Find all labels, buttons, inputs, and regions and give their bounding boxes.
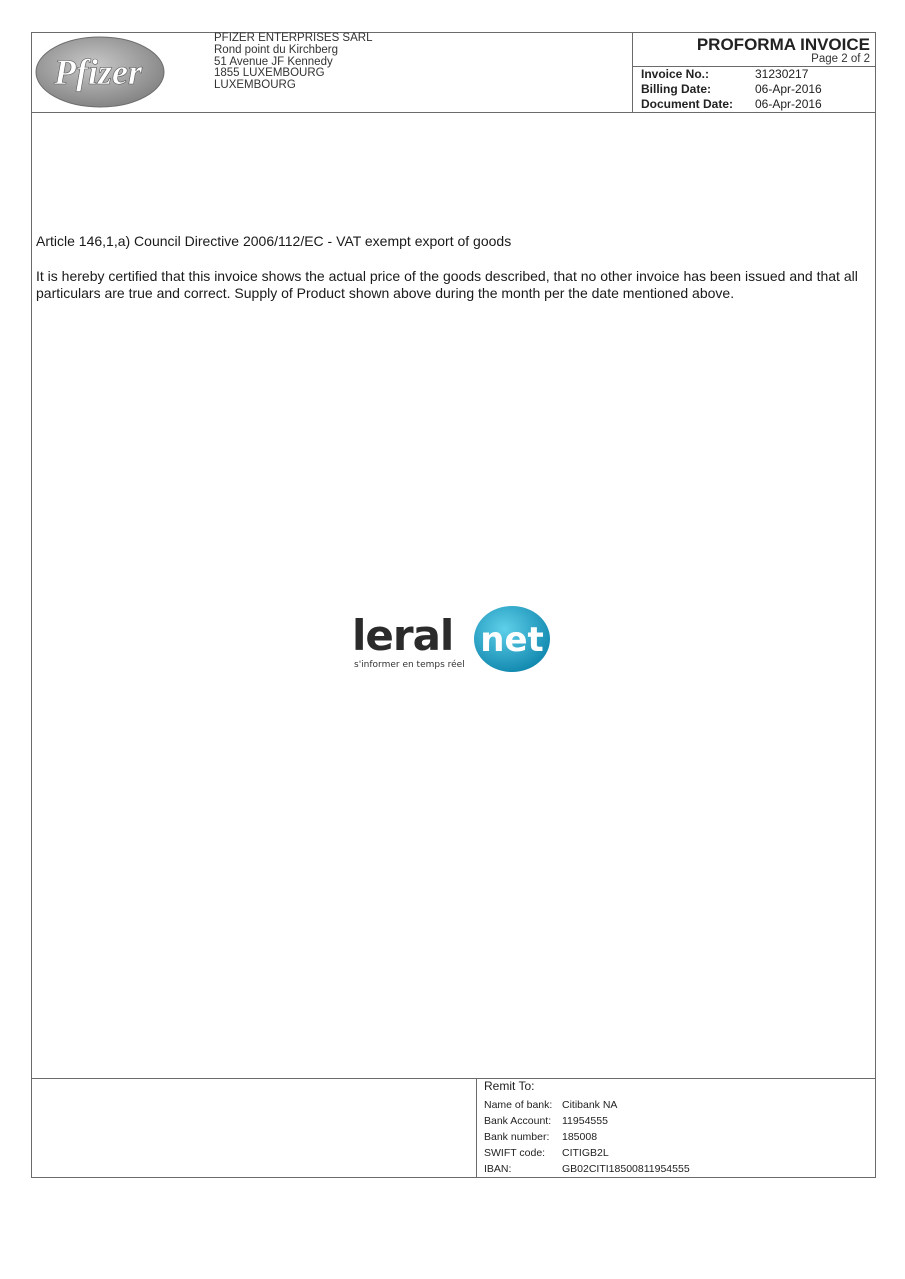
invoice-number-row [641, 67, 808, 81]
company-address [214, 33, 372, 92]
invoice-number-value: 31230217 [755, 67, 809, 81]
invoice-title: PROFORMA INVOICE [696, 35, 870, 54]
billing-date-value: 06-Apr-2016 [755, 82, 822, 96]
pfizer-logo-text: Pfizer [54, 52, 142, 92]
watermark-brand-left: leral [352, 611, 454, 660]
document-date-row [641, 97, 822, 111]
billing-date-label: Billing Date: [641, 82, 712, 96]
bank-account-value: 11954555 [562, 1115, 608, 1127]
iban-label: IBAN: [484, 1163, 512, 1175]
invoice-info-box [632, 33, 876, 113]
bank-name-row [484, 1099, 617, 1111]
address-line-1: Rond point du Kirchberg [214, 43, 339, 56]
bank-account-row [484, 1115, 608, 1127]
footer-vertical-divider [476, 1078, 477, 1178]
iban-value: GB02CITI18500811954555 [562, 1163, 690, 1175]
invoice-number-label: Invoice No.: [641, 67, 710, 81]
watermark-brand-right: net [480, 620, 544, 660]
bank-name-value: Citibank NA [562, 1099, 618, 1111]
iban-row [484, 1163, 690, 1175]
address-line-3: 1855 LUXEMBOURG [214, 67, 325, 80]
billing-date-row [641, 82, 822, 96]
watermark-tagline: s'informer en temps réel [354, 660, 465, 670]
swift-code-value: CITIGB2L [562, 1147, 609, 1159]
bank-account-label: Bank Account: [484, 1115, 552, 1127]
remit-to-title: Remit To: [484, 1079, 535, 1093]
footer-divider [31, 1078, 876, 1079]
bank-number-row [484, 1131, 597, 1143]
page-indicator: Page 2 of 2 [811, 53, 870, 65]
document-date-value: 06-Apr-2016 [755, 97, 822, 111]
document-date-label: Document Date: [641, 97, 734, 111]
bank-number-label: Bank number: [484, 1131, 550, 1143]
bank-name-label: Name of bank: [484, 1099, 553, 1111]
pfizer-logo [34, 35, 166, 109]
swift-code-row [484, 1147, 609, 1159]
address-country: LUXEMBOURG [214, 79, 296, 92]
address-line-2: 51 Avenue JF Kennedy [214, 55, 333, 68]
swift-code-label: SWIFT code: [484, 1147, 546, 1159]
certification-text: It is hereby certified that this invoice shows the actual price of the goods described, that no other invoice has been issued and that all particulars are true and correct. Supply of Product shown above during the month per the date mentioned above. [36, 268, 858, 301]
vat-article-text: Article 146,1,a) Council Directive 2006/112/EC - VAT exempt export of goods [36, 233, 512, 249]
leralnet-watermark-logo [348, 603, 558, 679]
company-name: PFIZER ENTERPRISES SARL [214, 32, 373, 44]
bank-number-value: 185008 [562, 1131, 598, 1143]
